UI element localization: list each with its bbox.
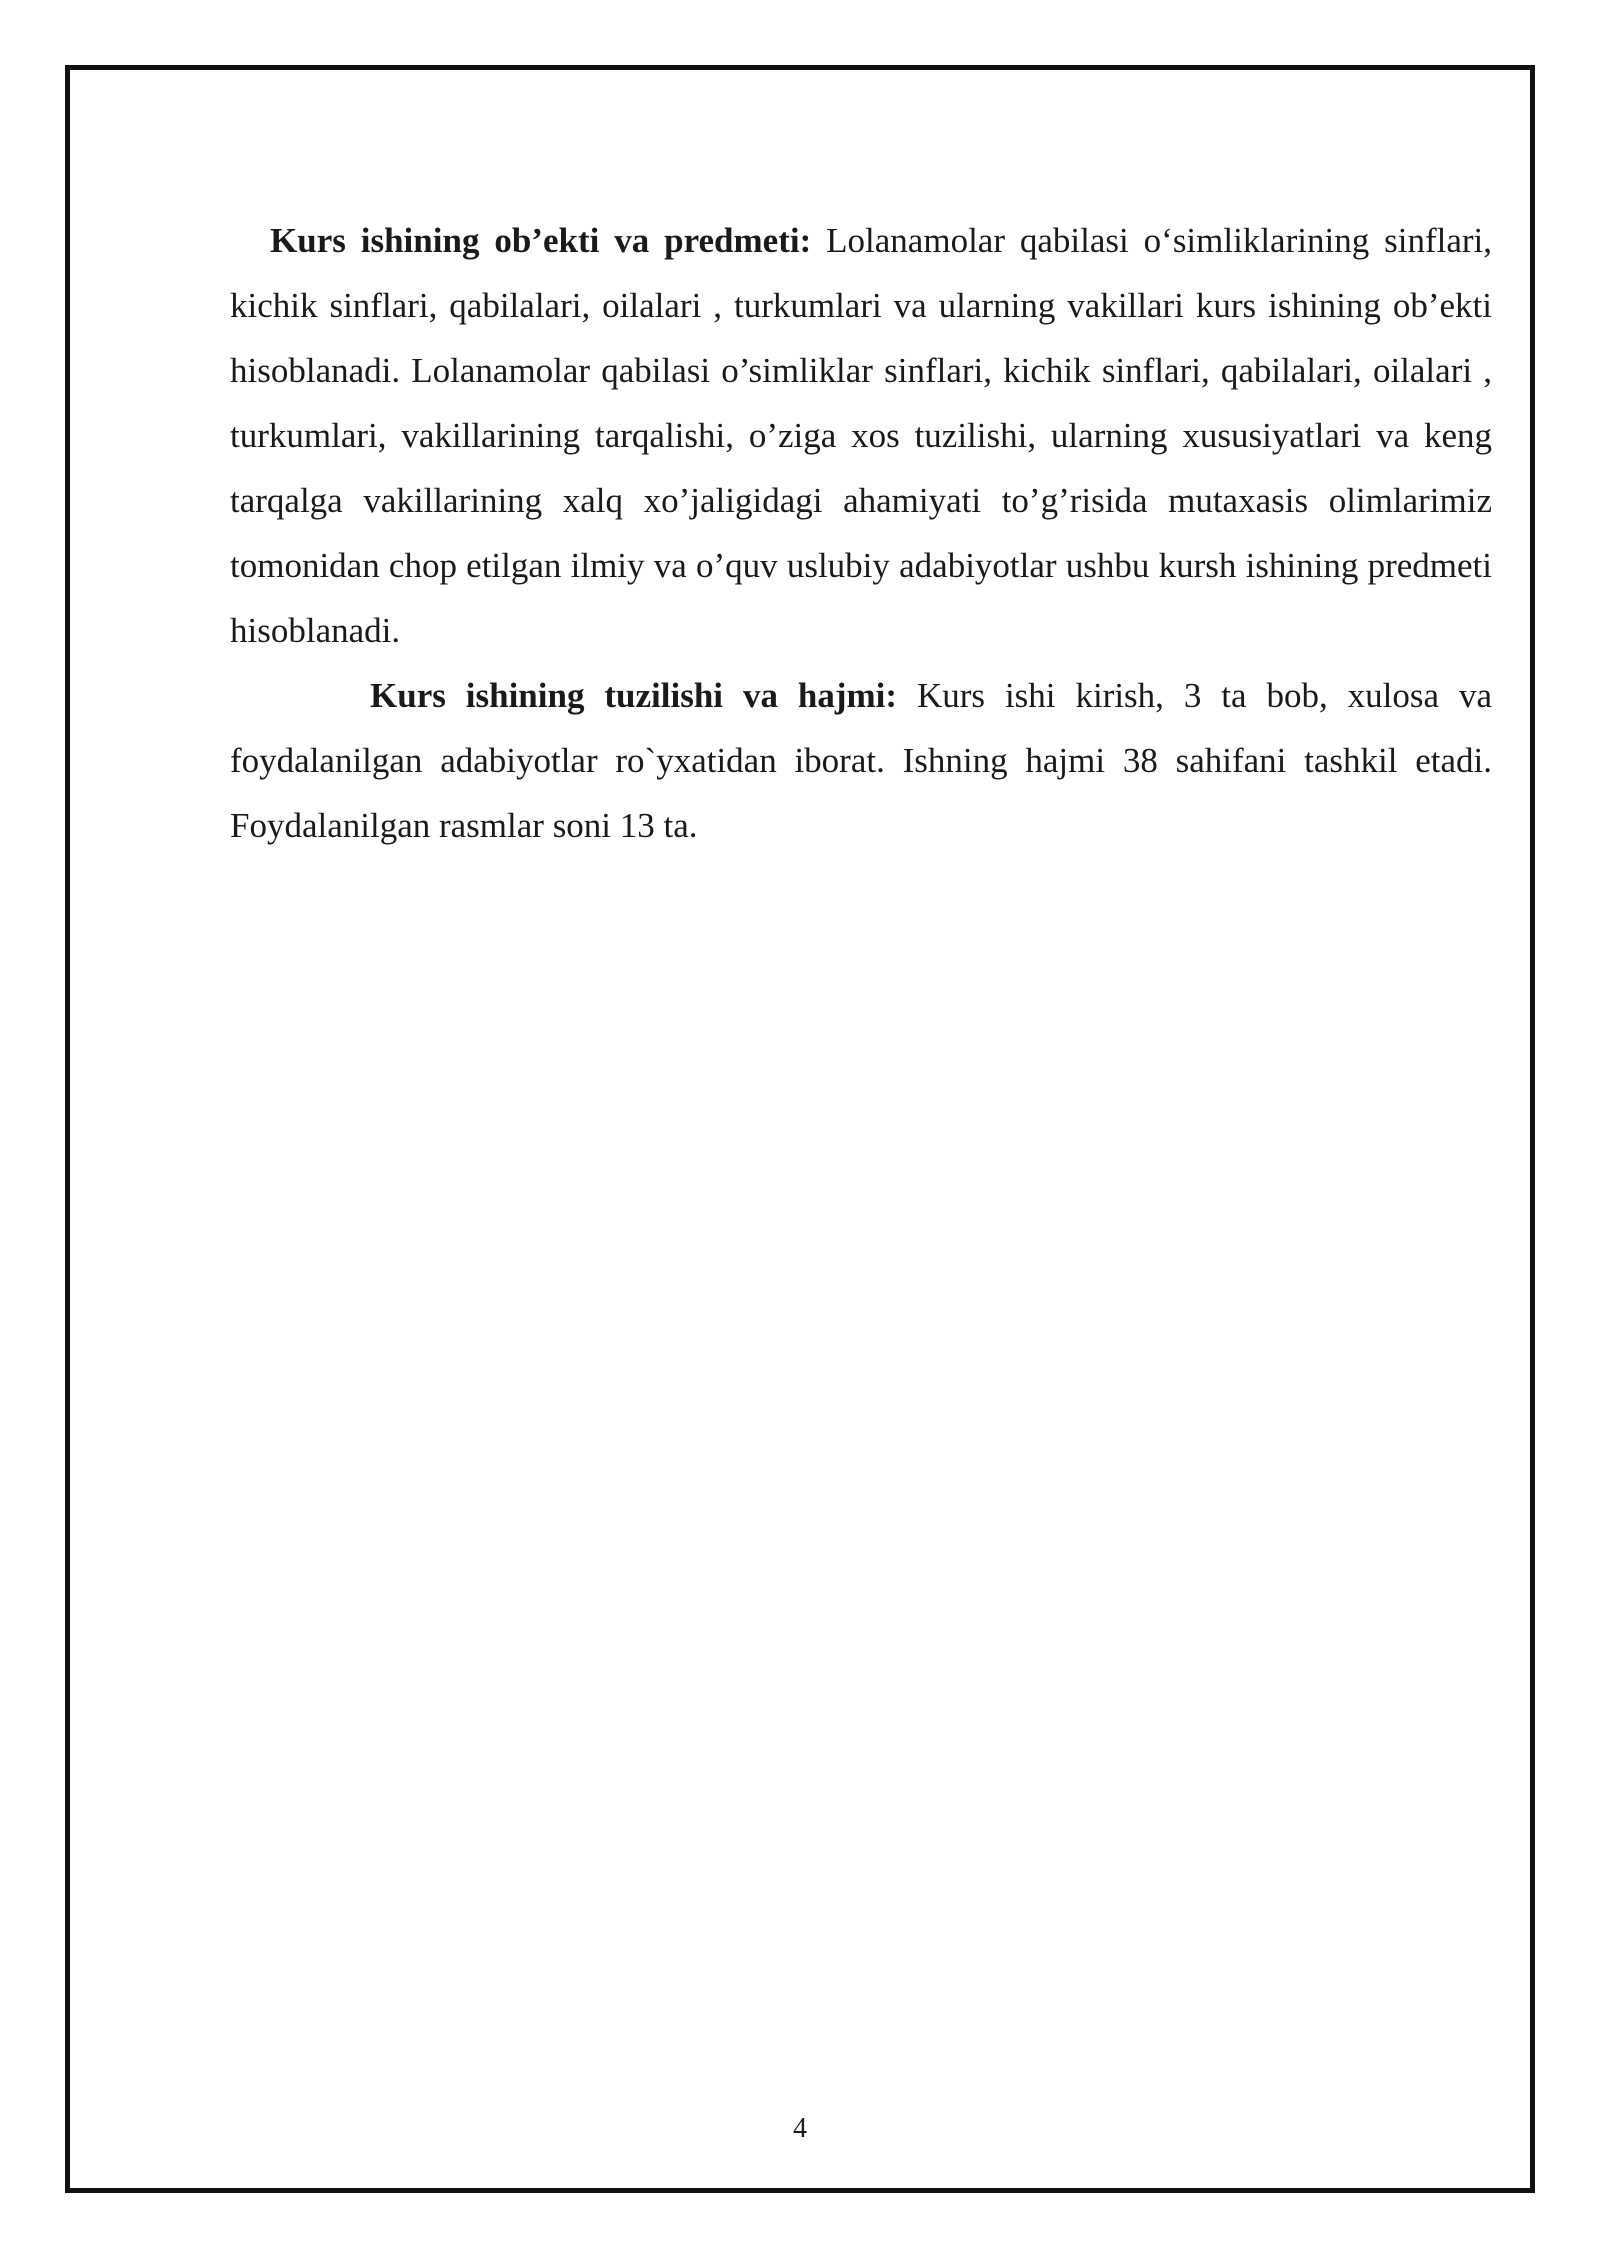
- paragraph-text: Lolanamolar qabilasi o‘simliklarining sinflari, kichik sinflari, qabilalari, oilalari , turkumlari va ularning vakillari kurs ishining ob’ekti hisoblanadi. Lolanamolar qabilasi o’simliklar sinflari, kichik sinflari, qabilalari, oilalari , turkumlari, vakillarining tarqalishi, o’ziga xos tuzilishi, ularning xususiyatlari va keng tarqalga vakillarining xalq xo’jaligidagi ahamiyati to’g’risida mutaxasis olimlarimiz tomonidan chop etilgan ilmiy va o’quv uslubiy adabiyotlar ushbu kursh ishining predmeti hisoblanadi.: [230, 221, 1492, 650]
- paragraph-heading: Kurs ishining ob’ekti va predmeti:: [270, 221, 812, 260]
- paragraph-object-subject: [230, 208, 1492, 663]
- paragraph-text: Kurs ishi kirish, 3 ta bob, xulosa va foydalanilgan adabiyotlar ro`yxatidan iborat. Ishning hajmi 38 sahifani tashkil etadi. Foydalanilgan rasmlar soni 13 ta.: [230, 676, 1492, 845]
- paragraph-heading: Kurs ishining tuzilishi va hajmi:: [370, 676, 898, 715]
- document-body: [230, 208, 1492, 858]
- paragraph-structure-volume: [230, 663, 1492, 858]
- page-number: 4: [793, 2113, 807, 2144]
